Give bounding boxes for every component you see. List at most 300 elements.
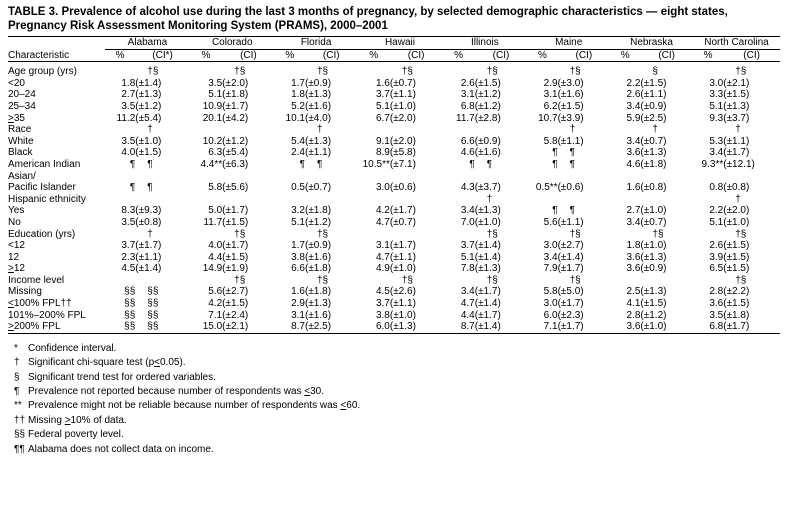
- cell-ci: (±2.1): [723, 77, 750, 89]
- header-characteristic: Characteristic: [8, 49, 70, 61]
- cell-ci: (±0.9): [304, 240, 332, 252]
- cell-ci: (±1.4): [474, 298, 501, 310]
- cell-ci: †§: [401, 66, 413, 78]
- cell-ci: (±1.0): [135, 135, 162, 147]
- cell-percent: 14.9: [202, 263, 223, 275]
- cell-ci: (±1.8): [304, 205, 332, 217]
- row-label: 25–34: [8, 100, 36, 112]
- cell-ci: (±1.8): [723, 309, 750, 321]
- cell-ci: (±2.7): [222, 286, 249, 298]
- table-row: [8, 113, 780, 125]
- cell-ci: [558, 194, 611, 206]
- cell-ci: (±1.5): [723, 240, 750, 252]
- table-title: TABLE 3. Prevalence of alcohol use during the last 3 months of pregnancy, by selected demographic characteristics — eight states, Pregnancy Risk Assessment Monitoring System (PRAMS), 2000–2001: [8, 6, 728, 32]
- cell-ci: †§: [401, 274, 413, 286]
- cell-percent: ¶: [552, 147, 558, 159]
- cell-percent: 5.1: [375, 100, 390, 112]
- cell-ci: (±3.7): [723, 112, 750, 124]
- cell-ci: (±1.5): [723, 298, 750, 310]
- footnote-marker: ††: [14, 414, 26, 426]
- row-label: Pacific Islander: [8, 182, 76, 194]
- cell-percent: 5.1: [709, 100, 724, 112]
- cell-ci: †§: [234, 228, 246, 240]
- cell-percent: 3.5: [709, 309, 724, 321]
- cell-percent: 5.9: [626, 112, 641, 124]
- table-row: [8, 101, 780, 113]
- cell-percent: [442, 124, 474, 136]
- cell-percent: 5.6: [543, 216, 558, 228]
- header-pct-illinois: %: [454, 49, 464, 61]
- table-header-states: [8, 37, 780, 50]
- cell-ci: (±2.7): [557, 240, 584, 252]
- cell-percent: [442, 66, 474, 78]
- header-pct-north-carolina: %: [703, 49, 713, 61]
- cell-percent: 4.3: [460, 182, 475, 194]
- cell-percent: [358, 66, 390, 78]
- footnote-text: Alabama does not collect data on income.: [28, 443, 214, 455]
- cell-percent: ¶: [129, 158, 136, 170]
- cell-ci: (±9.3): [135, 205, 162, 217]
- table-row: [8, 310, 780, 322]
- cell-percent: 4.9: [375, 263, 390, 275]
- cell-ci: ¶: [569, 158, 575, 170]
- cell-ci: (±0.8): [135, 216, 162, 228]
- row-label: Black: [8, 147, 33, 159]
- table-row: [8, 205, 780, 217]
- footnote-item: [14, 428, 780, 442]
- cell-percent: 4.4: [208, 251, 223, 263]
- cell-ci: †: [652, 124, 658, 136]
- cell-ci: §§: [147, 286, 159, 298]
- cell-percent: §§: [124, 286, 136, 298]
- cell-ci: (±1.0): [640, 240, 667, 252]
- cell-percent: 8.7: [291, 321, 305, 333]
- row-label: Yes: [8, 205, 25, 217]
- cell-ci: †§: [234, 66, 246, 78]
- cell-percent: [527, 124, 557, 136]
- cell-percent: 5.1: [460, 251, 475, 263]
- cell-ci: †: [735, 193, 741, 205]
- cell-ci: (±5.6): [222, 182, 249, 194]
- cell-ci: (±0.7): [640, 135, 667, 147]
- cell-percent: 3.6: [709, 298, 724, 310]
- cell-percent: §§: [124, 309, 136, 321]
- footnote-item: [14, 371, 780, 385]
- cell-percent: 5.8: [543, 135, 558, 147]
- cell-percent: 4.7: [375, 251, 390, 263]
- cell-percent: 1.6: [291, 286, 305, 298]
- cell-percent: [190, 124, 222, 136]
- cell-percent: 2.6: [460, 77, 475, 89]
- cell-percent: §§: [124, 321, 136, 333]
- cell-ci: (±1.5): [222, 216, 249, 228]
- cell-percent: 6.0: [375, 321, 390, 333]
- cell-ci: (±4.2): [222, 112, 249, 124]
- prevalence-table: [8, 36, 780, 334]
- header-state-hawaii: Hawaii: [358, 37, 443, 50]
- cell-percent: 4.6: [460, 147, 475, 159]
- cell-percent: 1.8: [291, 89, 305, 101]
- footnote-item: [14, 385, 780, 399]
- cell-percent: 10.2: [202, 135, 223, 147]
- cell-percent: 6.8: [709, 321, 724, 333]
- cell-ci: [475, 124, 528, 136]
- header-ci-north-carolina: (CI): [743, 49, 760, 61]
- cell-ci: (±0.9): [640, 100, 667, 112]
- cell-percent: 11.7: [456, 112, 475, 124]
- cell-ci: [222, 171, 275, 183]
- cell-percent: 9.3: [709, 112, 724, 124]
- cell-percent: 2.4: [291, 147, 305, 159]
- cell-ci: (±1.3): [640, 251, 667, 263]
- cell-percent: 8.3: [121, 205, 136, 217]
- cell-percent: 4.2: [375, 205, 390, 217]
- header-pct-hawaii: %: [369, 49, 379, 61]
- cell-ci: [305, 194, 358, 206]
- cell-percent: 5.8: [208, 182, 223, 194]
- cell-ci: (±1.4): [557, 251, 584, 263]
- cell-ci: (±1.7): [222, 205, 249, 217]
- cell-percent: 0.5: [291, 182, 305, 194]
- cell-ci: [558, 171, 611, 183]
- header-pct-alabama: %: [115, 49, 125, 61]
- cell-percent: 2.3: [121, 251, 136, 263]
- cell-ci: ¶: [147, 182, 153, 194]
- cell-percent: 3.5: [121, 135, 136, 147]
- table-row: [8, 147, 780, 159]
- table-row: [8, 194, 780, 206]
- cell-percent: [442, 194, 474, 206]
- row-label: 101%–200% FPL: [8, 309, 86, 321]
- cell-percent: 3.5: [121, 100, 136, 112]
- cell-ci: †§: [486, 228, 498, 240]
- cell-percent: [442, 275, 474, 287]
- cell-ci: (±1.7): [474, 309, 501, 321]
- cell-ci: [135, 194, 190, 206]
- cell-percent: 3.1: [291, 309, 305, 321]
- cell-ci: (±1.5): [222, 298, 249, 310]
- cell-percent: 6.6: [291, 263, 305, 275]
- row-label: Missing: [8, 286, 42, 298]
- cell-ci: (±0.9): [640, 263, 667, 275]
- cell-percent: 8.7: [460, 321, 475, 333]
- cell-ci: (±0.7): [640, 216, 667, 228]
- cell-ci: (±3.7): [474, 182, 501, 194]
- cell-ci: (±1.2): [474, 100, 501, 112]
- cell-percent: 3.6: [626, 251, 641, 263]
- table-row: [8, 263, 780, 275]
- cell-percent: 3.8: [291, 251, 305, 263]
- cell-ci: [640, 194, 693, 206]
- cell-percent: 20.1: [202, 112, 223, 124]
- cell-percent: 5.2: [291, 100, 305, 112]
- cell-ci: †: [147, 124, 153, 136]
- cell-percent: 4.4: [460, 309, 475, 321]
- cell-percent: ¶: [129, 182, 136, 194]
- cell-percent: 3.7: [121, 240, 136, 252]
- cell-percent: [275, 124, 305, 136]
- cell-ci: (±1.7): [389, 205, 416, 217]
- cell-percent: 2.7: [121, 89, 136, 101]
- cell-percent: 11.2: [116, 112, 136, 124]
- cell-ci: (±1.2): [474, 89, 501, 101]
- cell-percent: [610, 194, 640, 206]
- cell-ci: (±5.0): [557, 286, 584, 298]
- cell-ci: (±1.6): [557, 89, 584, 101]
- cell-ci: (±5.8): [389, 147, 416, 159]
- cell-percent: 3.5: [121, 216, 136, 228]
- cell-ci: (±2.4): [222, 309, 249, 321]
- cell-percent: [610, 124, 640, 136]
- cell-percent: [358, 194, 390, 206]
- cell-ci: (±1.3): [304, 298, 332, 310]
- cell-ci: (±2.0): [389, 135, 416, 147]
- footnote-text: Prevalence might not be reliable because number of respondents was <60.: [28, 400, 361, 412]
- cell-percent: 3.4: [460, 205, 475, 217]
- cell-percent: ¶: [552, 205, 558, 217]
- footnote-marker: **: [14, 400, 22, 412]
- cell-ci: (±1.5): [723, 251, 750, 263]
- cell-ci: (±1.1): [389, 89, 416, 101]
- cell-percent: [190, 229, 222, 241]
- cell-ci: †§: [316, 228, 329, 240]
- footnote-text: Prevalence not reported because number of respondents was <30.: [28, 386, 325, 398]
- footnote-text: Missing >10% of data.: [28, 414, 127, 426]
- cell-percent: 4.5: [375, 286, 390, 298]
- cell-percent: [693, 275, 723, 287]
- row-label: No: [8, 216, 21, 228]
- table-body: [8, 62, 780, 334]
- cell-percent: [190, 171, 222, 183]
- cell-percent: 4.7: [375, 216, 390, 228]
- cell-percent: 11.7: [203, 216, 223, 228]
- cell-ci: [390, 171, 443, 183]
- row-label: >12: [8, 263, 25, 275]
- cell-percent: [358, 229, 390, 241]
- cell-ci: (±1.8): [640, 158, 667, 170]
- cell-ci: (±1.1): [640, 89, 667, 101]
- cell-percent: ¶: [552, 158, 558, 170]
- cell-percent: 3.4: [626, 135, 641, 147]
- cell-percent: 8.9: [375, 147, 390, 159]
- cell-ci: (±1.3): [389, 321, 416, 333]
- cell-ci: (±1.5): [640, 77, 667, 89]
- cell-percent: [105, 171, 135, 183]
- row-label: American Indian: [8, 158, 81, 170]
- row-label: >35: [8, 112, 25, 124]
- row-label: Race: [8, 124, 32, 136]
- table-row: [8, 217, 780, 229]
- cell-ci: (±1.1): [557, 135, 584, 147]
- cell-ci: (±1.5): [557, 100, 584, 112]
- cell-ci: (±1.3): [640, 147, 667, 159]
- cell-percent: 2.8: [626, 309, 641, 321]
- cell-percent: [693, 66, 723, 78]
- cell-ci: [135, 275, 190, 287]
- header-pct-florida: %: [285, 49, 295, 61]
- cell-ci: (±1.8): [304, 286, 332, 298]
- cell-ci: (±1.6): [474, 147, 501, 159]
- cell-percent: [442, 229, 474, 241]
- cell-ci: (±1.3): [640, 286, 667, 298]
- cell-ci: (±1.5): [222, 251, 249, 263]
- cell-ci: (±12.1): [723, 158, 755, 170]
- cell-ci: (±5.4): [222, 147, 249, 159]
- footnote-marker: *: [14, 342, 18, 354]
- cell-percent: [275, 66, 305, 78]
- cell-ci: ¶: [486, 158, 493, 170]
- header-pct-maine: %: [537, 49, 547, 61]
- header-ci-alabama: (CI*): [152, 49, 173, 61]
- cell-percent: 7.0: [460, 216, 475, 228]
- footnote-item: [14, 399, 780, 413]
- header-ci-hawaii: (CI): [407, 49, 425, 61]
- footnote-text: Significant trend test for ordered variables.: [28, 371, 216, 383]
- header-state-north-carolina: North Carolina: [693, 37, 780, 50]
- cell-ci: (±1.1): [389, 298, 416, 310]
- header-state-illinois: Illinois: [442, 37, 527, 50]
- cell-percent: [358, 124, 390, 136]
- header-state-colorado: Colorado: [190, 37, 275, 50]
- cell-percent: 3.5: [208, 77, 223, 89]
- cell-ci: (±0.7): [389, 216, 416, 228]
- row-label: <12: [8, 240, 25, 252]
- cell-ci: †§: [652, 228, 664, 240]
- footnote-text: Federal poverty level.: [28, 429, 124, 441]
- cell-ci: †§: [316, 274, 329, 286]
- cell-percent: 3.4: [626, 100, 641, 112]
- cell-ci: (±1.1): [557, 216, 584, 228]
- cell-ci: (±1.3): [135, 89, 162, 101]
- cell-percent: 1.6: [375, 77, 390, 89]
- cell-ci: (±0.7): [389, 77, 416, 89]
- cell-percent: 5.0: [208, 205, 223, 217]
- cell-percent: 2.6: [709, 240, 724, 252]
- cell-percent: [610, 229, 640, 241]
- cell-percent: 3.3: [709, 89, 724, 101]
- cell-ci: (±1.6): [304, 309, 332, 321]
- footnote-text: Significant chi-square test (p<0.05).: [28, 357, 186, 369]
- cell-percent: 4.6: [626, 158, 641, 170]
- cell-percent: [442, 171, 474, 183]
- cell-percent: 2.9: [291, 298, 305, 310]
- cell-percent: 5.4: [291, 135, 305, 147]
- cell-percent: 7.9: [543, 263, 558, 275]
- cell-percent: 9.1: [375, 135, 390, 147]
- header-ci-illinois: (CI): [492, 49, 510, 61]
- cell-ci: (±5.4): [135, 112, 162, 124]
- cell-percent: [527, 171, 557, 183]
- table-row: [8, 124, 780, 136]
- table-row: [8, 66, 780, 78]
- cell-percent: 1.8: [626, 240, 641, 252]
- cell-ci: (±0.9): [304, 77, 332, 89]
- cell-ci: (±1.7): [723, 321, 750, 333]
- cell-ci: (±1.0): [389, 100, 416, 112]
- cell-percent: [693, 194, 723, 206]
- cell-percent: 10.1: [285, 112, 305, 124]
- header-pct-colorado: %: [201, 49, 211, 61]
- footnote-marker: ¶: [14, 386, 20, 398]
- cell-ci: (±3.0): [557, 77, 584, 89]
- cell-percent: [358, 171, 390, 183]
- table-row: [8, 182, 780, 194]
- cell-ci: (±0.9): [474, 135, 501, 147]
- cell-percent: [610, 66, 640, 78]
- cell-percent: [105, 229, 135, 241]
- cell-percent: 3.4: [460, 286, 475, 298]
- cell-percent: [693, 124, 723, 136]
- cell-percent: 6.6: [460, 135, 475, 147]
- cell-percent: 3.4: [626, 216, 641, 228]
- cell-percent: 4.4**: [200, 158, 223, 170]
- cell-percent: 10.5**: [362, 158, 390, 170]
- cell-percent: [527, 229, 557, 241]
- cell-ci: (±1.5): [474, 77, 501, 89]
- cell-ci: (±1.3): [474, 263, 501, 275]
- cell-ci: [640, 171, 693, 183]
- cell-percent: ¶: [469, 158, 475, 170]
- cell-percent: 3.7: [375, 298, 390, 310]
- cell-percent: [275, 171, 305, 183]
- cell-ci: †: [486, 193, 493, 205]
- cell-ci: (±1.0): [640, 321, 667, 333]
- cell-ci: [390, 124, 443, 136]
- cell-ci: ¶: [569, 205, 575, 217]
- footnote-marker: §: [14, 371, 20, 383]
- cell-percent: [527, 66, 557, 78]
- cell-ci: (±1.8): [304, 263, 332, 275]
- cell-ci: (±1.5): [135, 147, 162, 159]
- cell-ci: (±1.7): [135, 240, 162, 252]
- cell-ci: †: [569, 124, 576, 136]
- cell-percent: 6.5: [709, 263, 724, 275]
- cell-percent: 2.7: [626, 205, 641, 217]
- cell-percent: 10.7: [538, 112, 558, 124]
- cell-ci: (±1.1): [304, 147, 332, 159]
- cell-percent: ¶: [299, 158, 305, 170]
- cell-percent: 2.6: [626, 89, 641, 101]
- cell-ci: †§: [147, 66, 159, 78]
- cell-ci: (±2.3): [557, 309, 584, 321]
- cell-ci: †§: [735, 228, 747, 240]
- footnote-marker: ¶¶: [14, 443, 25, 455]
- cell-percent: 5.6: [208, 286, 223, 298]
- cell-ci: †§: [569, 228, 581, 240]
- table-row: [8, 321, 780, 333]
- row-label: 12: [8, 251, 20, 263]
- cell-ci: (±1.9): [222, 263, 249, 275]
- row-label: Age group (yrs): [8, 66, 77, 78]
- cell-percent: 4.1: [626, 298, 641, 310]
- cell-ci: (±7.1): [389, 158, 416, 170]
- cell-percent: 4.5: [121, 263, 136, 275]
- table-row: [8, 89, 780, 101]
- cell-ci: (±0.6): [557, 182, 584, 194]
- row-label: Income level: [8, 274, 65, 286]
- cell-percent: [190, 66, 222, 78]
- cell-percent: 2.2: [626, 77, 641, 89]
- cell-ci: (±1.7): [557, 263, 584, 275]
- cell-ci: (±0.6): [389, 182, 416, 194]
- footnote-text: Confidence interval.: [28, 342, 117, 354]
- cell-ci: [640, 275, 693, 287]
- cell-ci: (±1.3): [304, 89, 332, 101]
- cell-ci: ¶: [316, 158, 323, 170]
- row-label: Asian/: [8, 170, 36, 182]
- cell-percent: 6.7: [375, 112, 390, 124]
- cell-ci: (±1.8): [222, 89, 249, 101]
